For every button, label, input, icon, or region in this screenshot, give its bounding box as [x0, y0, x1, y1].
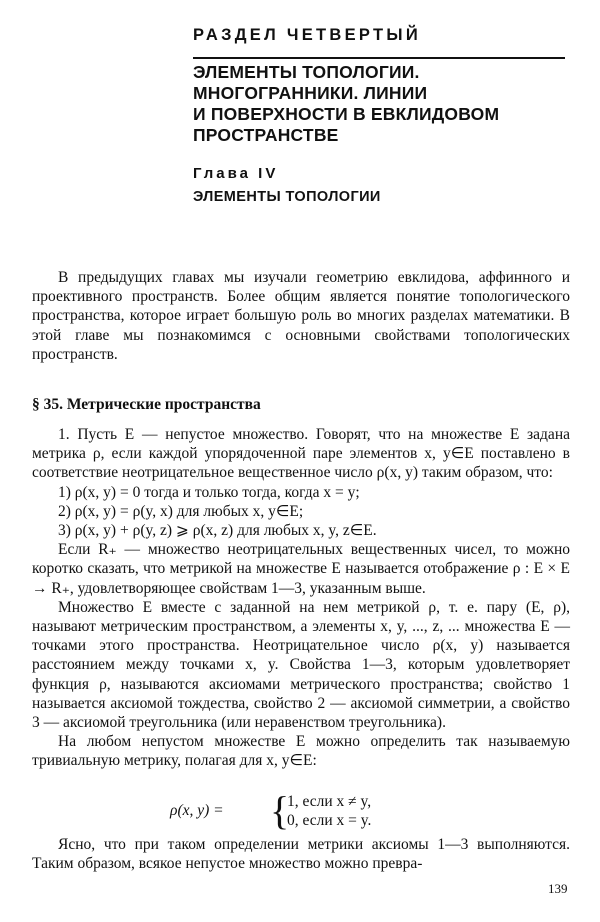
trivial-metric-formula — [0, 788, 600, 833]
axiom-item: 1) ρ(x, y) = 0 тогда и только тогда, когда x = y; — [58, 483, 360, 501]
paragraph-mapping: Если R₊ — множество неотрицательных вещественных чисел, то можно коротко сказать, что метрикой на множестве E называется отображение ρ : E × E → R₊, удовлетворяющее свойствам 1—3, указанным выше. — [32, 541, 570, 597]
chapter-number: Глава IV — [193, 165, 279, 182]
page-number: 139 — [548, 881, 568, 896]
closing-paragraph — [32, 835, 570, 873]
axiom-item: 2) ρ(x, y) = ρ(y, x) для любых x, y∈E; — [58, 502, 304, 520]
formula-case: 1, если x ≠ y, — [287, 793, 372, 810]
part-title-line: И ПОВЕРХНОСТИ В ЕВКЛИДОВОМ — [193, 104, 500, 124]
axiom-item: 3) ρ(x, y) + ρ(y, z) ⩾ ρ(x, z) для любых x, y, z∈E. — [58, 522, 377, 540]
part-title — [193, 62, 573, 146]
part-title-line: ЭЛЕМЕНТЫ ТОПОЛОГИИ. — [193, 62, 420, 82]
part-title-line: ПРОСТРАНСТВЕ — [193, 125, 339, 145]
formula-case: 0, если x = y. — [287, 812, 372, 829]
section-label: РАЗДЕЛ ЧЕТВЕРТЫЙ — [193, 26, 422, 44]
section-heading: § 35. Метрические пространства — [32, 396, 261, 413]
closing-text: Ясно, что при таком определении метрики аксиомы 1—3 выполняются. Таким образом, всякое непустое множество можно превра- — [32, 836, 570, 873]
header-rule — [193, 57, 565, 59]
formula-brace: { — [270, 788, 290, 833]
intro-paragraph — [32, 268, 570, 364]
paragraph-trivial-metric: На любом непустом множестве E можно определить так называемую тривиальную метрику, полагая для x, y∈E: — [32, 733, 570, 770]
intro-text: В предыдущих главах мы изучали геометрию евклидова, аффинного и проективного пространств. Более общим является понятие топологического пространства, которое играет большую роль во многих разделах математики. В этой главе мы познакомимся с основными свойствами топологических пространств. — [32, 269, 570, 363]
paragraph-definition: 1. Пусть E — непустое множество. Говорят, что на множестве E задана метрика ρ, если каждой упорядоченной паре элементов x, y∈E поставлено в соответствие неотрицательное вещественное число ρ(x, y) таким образом, что: — [32, 426, 570, 482]
formula-lhs: ρ(x, y) = — [170, 802, 224, 819]
section-body — [32, 425, 570, 771]
part-title-line: МНОГОГРАННИКИ. ЛИНИИ — [193, 83, 428, 103]
chapter-title: ЭЛЕМЕНТЫ ТОПОЛОГИИ — [193, 189, 381, 205]
paragraph-metric-space: Множество E вместе с заданной на нем метрикой ρ, т. е. пару (E, ρ), называют метрическим пространством, а элементы x, y, ..., z, ... множества E — точками этого пространства. Неотрицательное число ρ(x, y) называется расстоянием между точками x, y. Свойства 1—3, которым удовлетворяет функция ρ, называются аксиомами метрического пространства; свойство 1 называется аксиомой тождества, свойство 2 — аксиомой симметрии, а свойство 3 — аксиомой треугольника (или неравенством треугольника). — [32, 598, 570, 732]
